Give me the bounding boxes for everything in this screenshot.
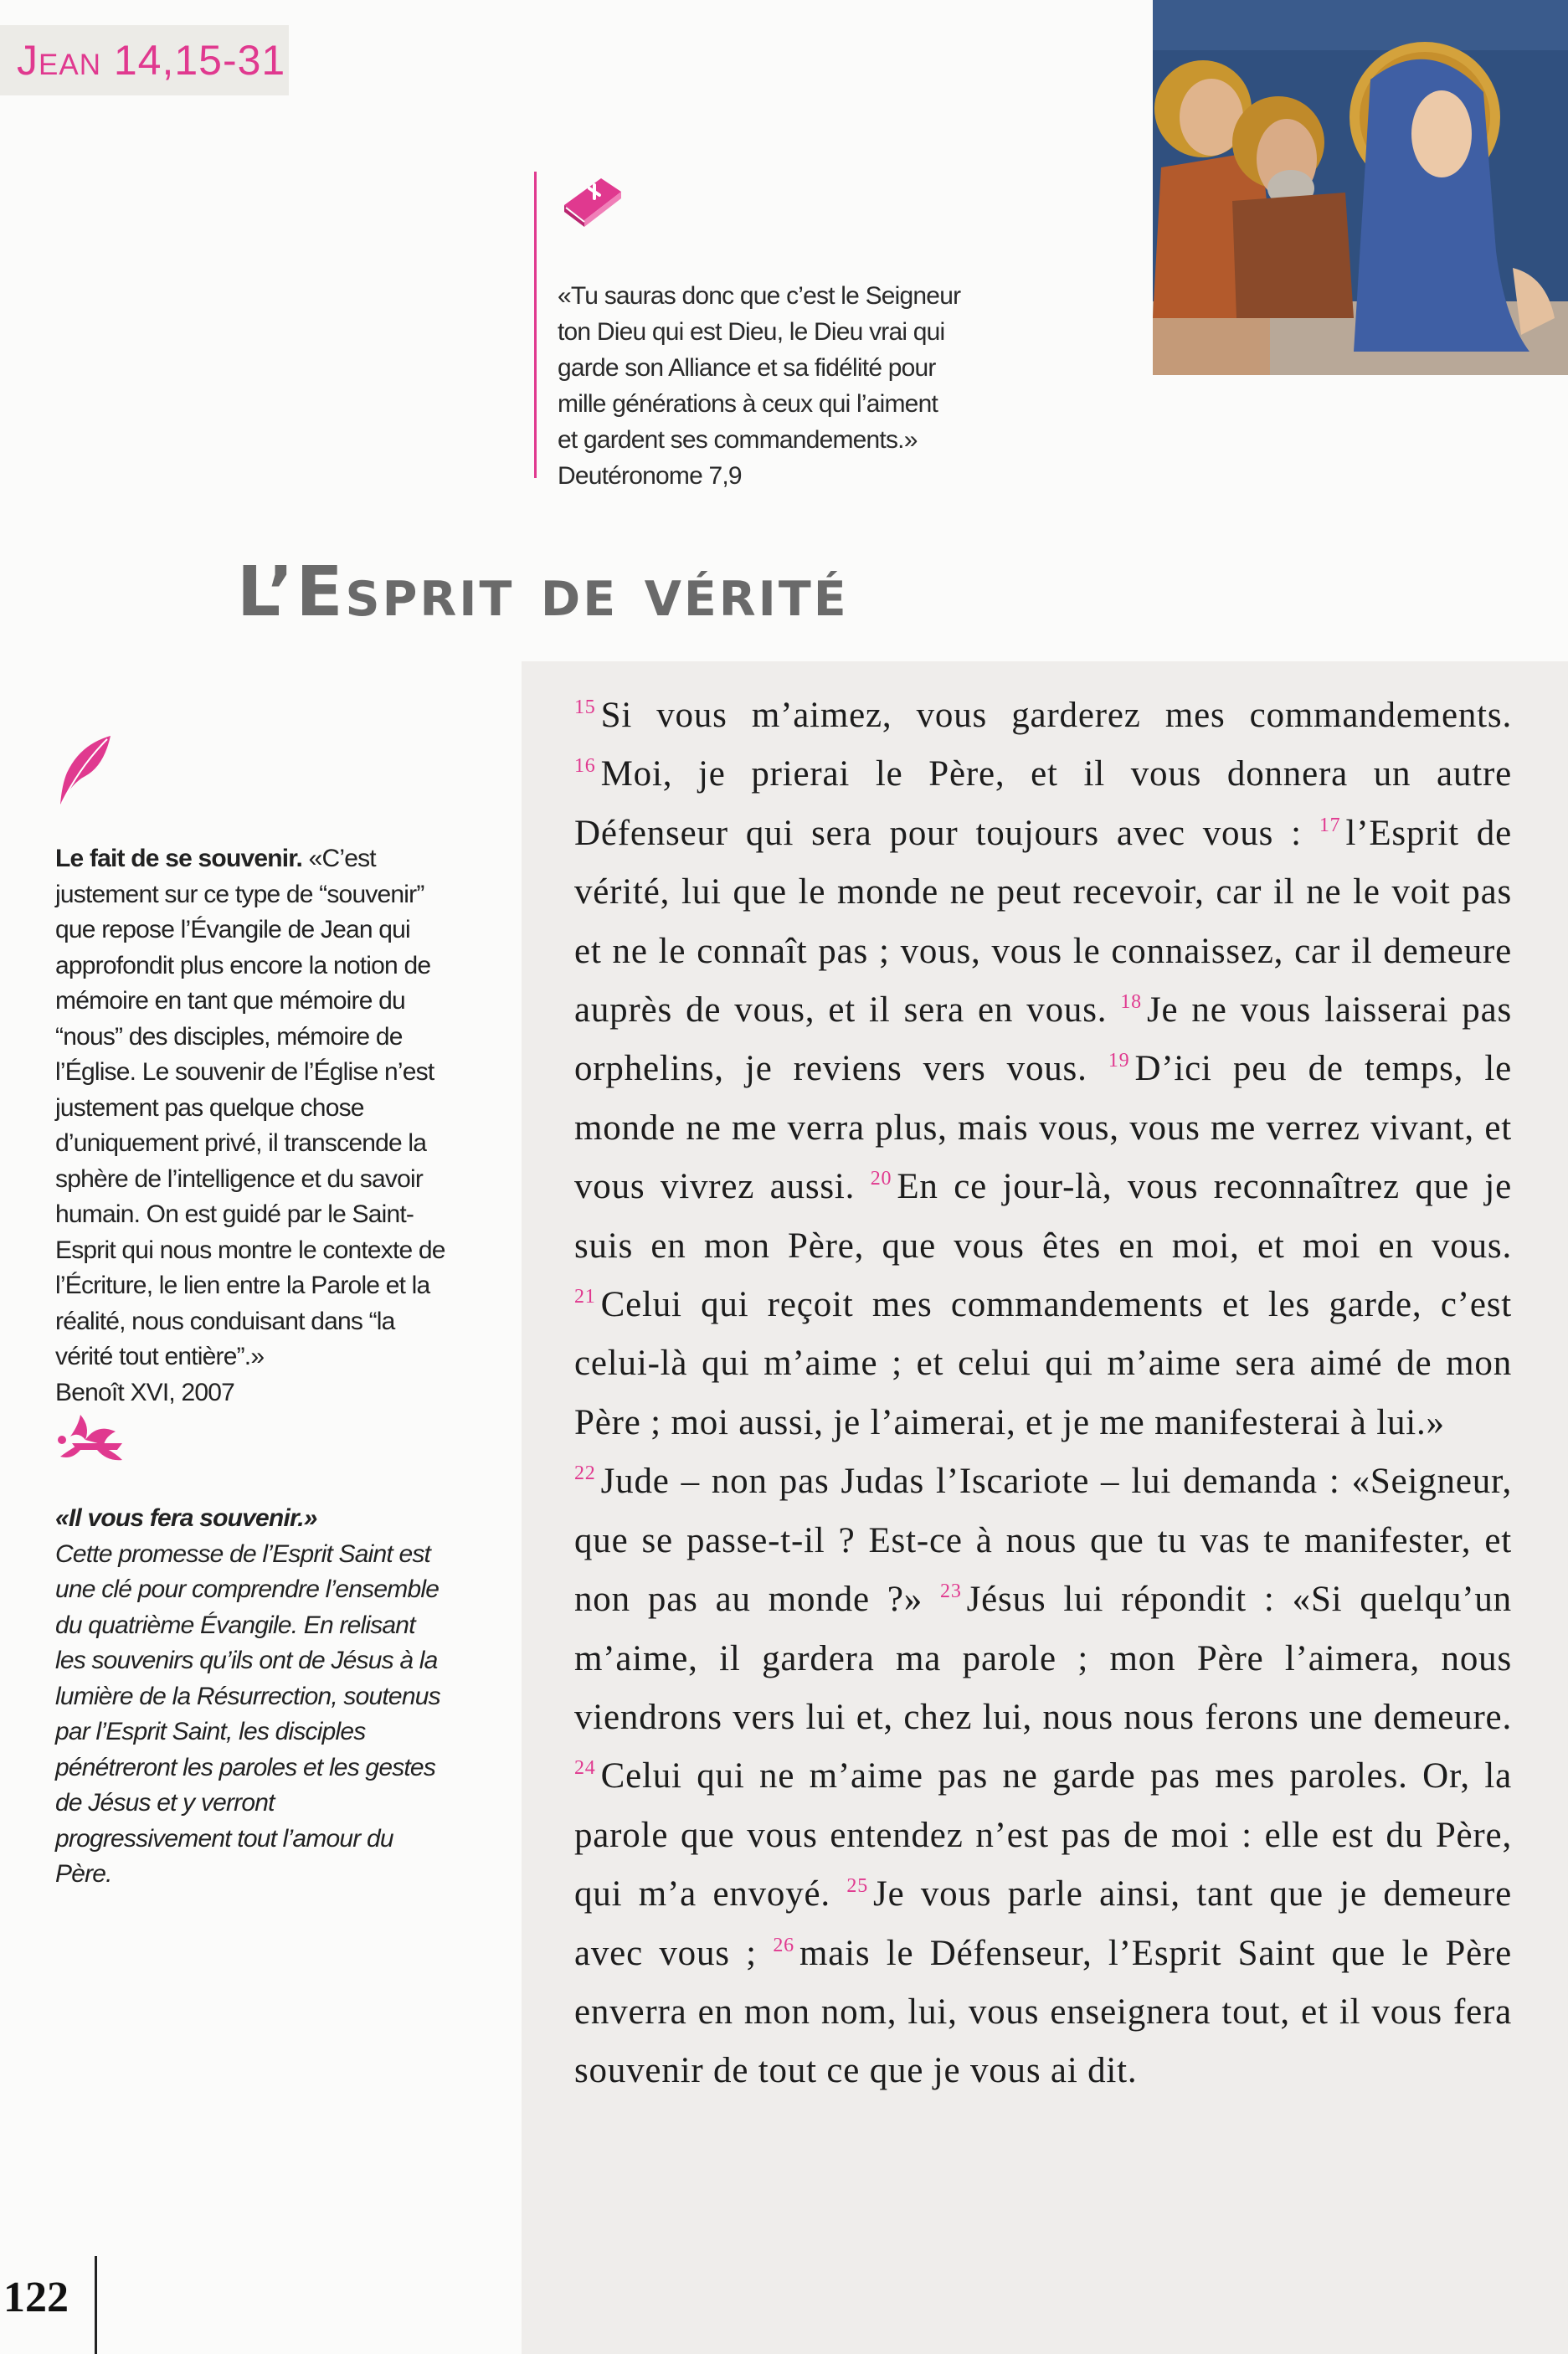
page-number: 122 bbox=[3, 2274, 69, 2321]
note-heading: Le fait de se souvenir. bbox=[55, 845, 303, 872]
verse-text: Je ne vous laisserai pas orphelins, je reviens vers vous. bbox=[574, 990, 1512, 1089]
note-text: Cette promesse de l’Esprit Saint est une clé pour comprendre l’ensemble du quatrième Évangile. En relisant les souvenirs qu’ils ont de Jésus à la lumière de la Résurrection, soutenus par l’Esprit Saint, les disciples pénétreront les paroles et les gestes de Jésus et y verront progressivement tout l’amour du Père. bbox=[55, 1539, 440, 1888]
page-number-rule bbox=[95, 2256, 97, 2354]
quote-line: et gardent ses commandements.» bbox=[558, 426, 918, 454]
verse-text: Jésus lui répondit : «Si quelqu’un m’aime, il gardera ma parole ; mon Père l’aimera, nous viendrons vers lui et, chez lui, nous nous ferons une demeure. bbox=[574, 1580, 1512, 1737]
chapter-reference: Jean 14,15-31 bbox=[17, 37, 286, 84]
verse-text: mais le Défenseur, l’Esprit Saint que le Père enverra en mon nom, lui, vous enseignera tout, et il vous fera souvenir de tout ce que je vous ai dit. bbox=[574, 1933, 1512, 2091]
verse-text: Je vous parle ainsi, tant que je demeure avec vous ; bbox=[574, 1874, 1512, 1973]
quote-line: garde son Alliance et sa fidélité pour bbox=[558, 354, 936, 382]
note-heading: «Il vous fera souvenir.» bbox=[55, 1504, 317, 1532]
verse-text: Si vous m’aimez, vous garderez mes commandements. bbox=[600, 696, 1512, 735]
fresco-illustration bbox=[1153, 0, 1568, 375]
gospel-text bbox=[574, 686, 1512, 2101]
commentary-note-promise bbox=[55, 1501, 449, 1893]
verse-text: D’ici peu de temps, le monde ne me verra plus, mais vous, vous me verrez vivant, et vous vivrez aussi. bbox=[574, 1049, 1512, 1207]
verse-text: En ce jour-là, vous reconnaîtrez que je suis en mon Père, que vous êtes en moi, et moi en vous. bbox=[574, 1167, 1512, 1266]
chapter-reference-tab bbox=[0, 25, 289, 95]
commentary-note-memory bbox=[55, 841, 449, 1411]
fleur-de-lys-icon bbox=[55, 1406, 131, 1465]
scripture-quote bbox=[534, 172, 1003, 490]
quote-line: «Tu sauras donc que c’est le Seigneur bbox=[558, 282, 961, 310]
verse-text: Jude – non pas Judas l’Iscariote – lui demanda : «Seigneur, que se passe-t-il ? Est-ce à nous que tu vas te manifester, et non pas au monde ?» bbox=[574, 1462, 1512, 1620]
page-title: L’Esprit de vérité bbox=[237, 553, 849, 632]
verse-number: 17 bbox=[1319, 814, 1341, 836]
verse-text: l’Esprit de vérité, lui que le monde ne peut recevoir, car il ne le voit pas et ne le connaît pas ; vous, vous le connaissez, car il demeure auprès de vous, et il sera en vous. bbox=[574, 813, 1512, 1031]
verse-number: 22 bbox=[574, 1462, 596, 1485]
quote-line: ton Dieu qui est Dieu, le Dieu vrai qui bbox=[558, 318, 945, 346]
verse-number: 15 bbox=[574, 696, 596, 718]
fresco-image bbox=[1153, 0, 1568, 375]
verse-text: Celui qui reçoit mes commandements et les garde, c’est celui-là qui m’aime ; et celui qui m’aime sera aimé de mon Père ; moi aussi, je l’aimerai, et je me manifesterai à lui.» bbox=[574, 1285, 1512, 1442]
quote-line: mille générations à ceux qui l’aiment bbox=[558, 390, 938, 418]
verse-number: 16 bbox=[574, 755, 596, 778]
quote-reference: Deutéronome 7,9 bbox=[558, 462, 742, 490]
note-text: «C’est justement sur ce type de “souvenir” que repose l’Évangile de Jean qui approfondit plus encore la notion de mémoire en tant que mémoire du “nous” des disciples, mémoire de l’Église. Le souvenir de l’Église n’est justement pas quelque chose d’uniquement privé, il transcende la sphère de l’intelligence et du savoir humain. On est guidé par le Saint-Esprit qui nous montre le contexte de l’Écriture, le lien entre la Parole et la réalité, nous conduisant dans “la vérité tout entière”.» bbox=[55, 845, 445, 1370]
verse-number: 18 bbox=[1120, 991, 1142, 1014]
verse-number: 25 bbox=[846, 1875, 869, 1898]
feather-icon bbox=[55, 732, 114, 808]
verse-number: 24 bbox=[574, 1757, 596, 1780]
verse-text: Moi, je prierai le Père, et il vous donnera un autre Défenseur qui sera pour toujours avec vous : bbox=[574, 754, 1512, 853]
verse-text: Celui qui ne m’aime pas ne garde pas mes paroles. Or, la parole que vous entendez n’est pas de moi : elle est du Père, qui m’a envoyé. bbox=[574, 1756, 1512, 1915]
verse-number: 23 bbox=[940, 1580, 962, 1603]
note-source: Benoît XVI, 2007 bbox=[55, 1378, 235, 1406]
bible-icon bbox=[558, 173, 625, 232]
verse-number: 21 bbox=[574, 1286, 596, 1308]
verse-number: 26 bbox=[773, 1934, 794, 1956]
quote-text bbox=[558, 278, 1003, 494]
verse-number: 20 bbox=[870, 1168, 892, 1190]
verse-number: 19 bbox=[1108, 1050, 1130, 1072]
